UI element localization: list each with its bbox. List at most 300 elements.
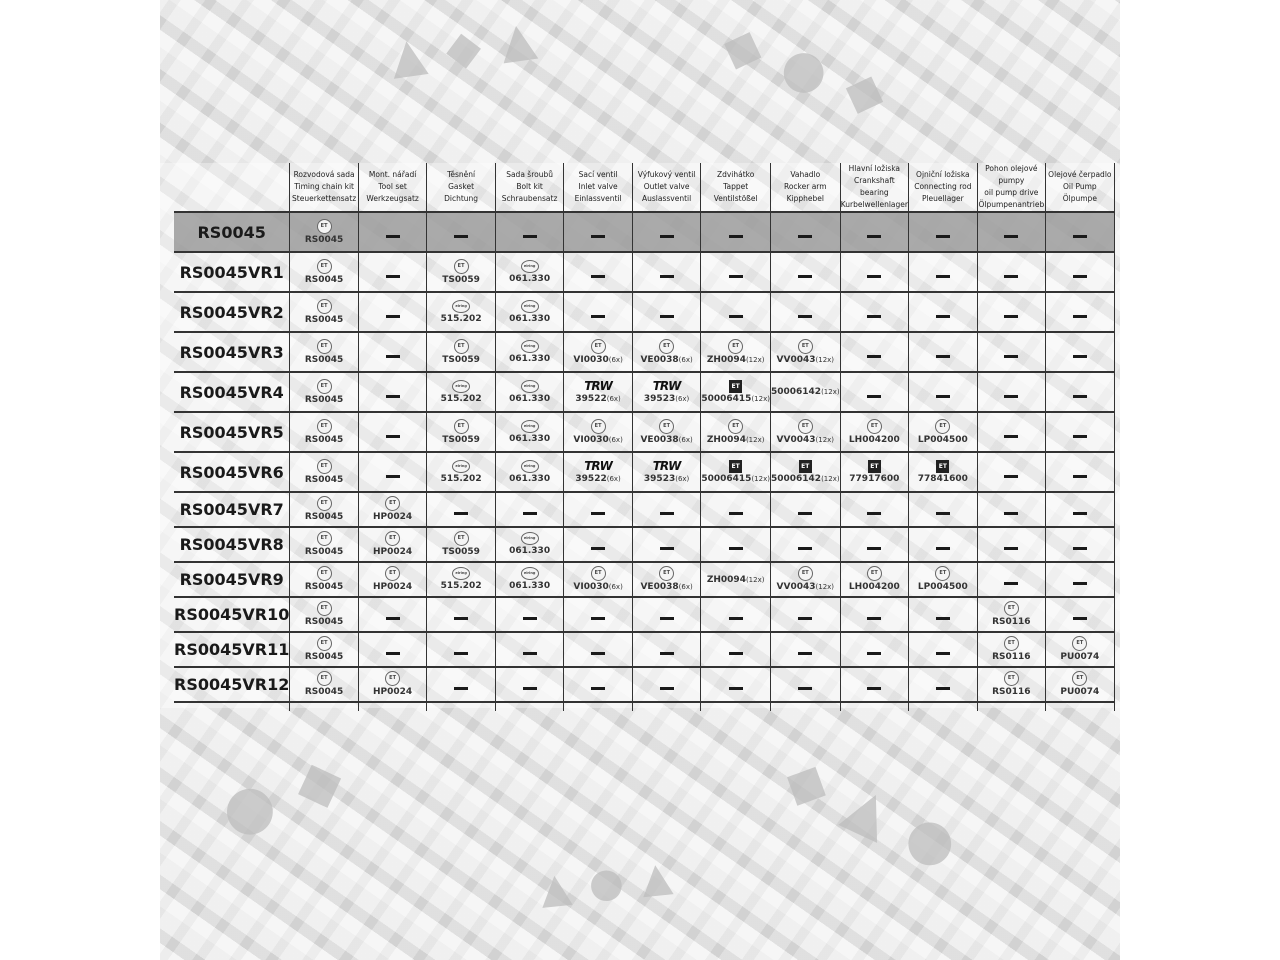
table-cell [909, 492, 978, 527]
part-code: HP0024 [373, 547, 413, 557]
part-entry [564, 460, 632, 485]
table-cell [1046, 452, 1115, 492]
empty-dash-icon [660, 617, 674, 620]
table-cell [909, 332, 978, 372]
part-entry [633, 566, 701, 593]
part-code: 515.202 [440, 473, 482, 484]
brand-logo-icon: elring [521, 300, 539, 313]
part-entry [290, 259, 358, 286]
table-cell [977, 597, 1046, 632]
part-quantity: (12x) [745, 575, 765, 584]
table-cell [840, 492, 909, 527]
row-label-cell [174, 252, 290, 292]
column-header-line: Sací ventil [578, 170, 618, 179]
empty-dash-icon [729, 687, 743, 690]
part-code: 50006415 [701, 473, 752, 484]
column-header [701, 163, 771, 212]
brand-logo-icon: ET [317, 259, 332, 274]
table-cell [977, 562, 1046, 597]
table-row [174, 252, 1114, 292]
part-entry [359, 566, 427, 593]
table-cell [358, 292, 427, 332]
kit-code: RS0045VR1 [179, 262, 284, 282]
table-cell [840, 332, 909, 372]
part-code: RS0045 [304, 617, 344, 627]
table-row [174, 632, 1114, 667]
part-code: 50006142 [770, 473, 822, 484]
empty-dash-icon [798, 275, 812, 278]
row-label-cell [174, 597, 290, 632]
row-label-cell [174, 372, 290, 412]
table-cell [564, 492, 633, 527]
part-number [918, 435, 968, 446]
table-cell [358, 597, 427, 632]
empty-dash-icon [1004, 435, 1018, 438]
part-entry [427, 531, 495, 558]
part-number [305, 512, 343, 523]
brand-logo-icon: elring [521, 340, 539, 353]
table-cell [1046, 527, 1115, 562]
row-label-cell [174, 412, 290, 452]
part-code: TS0059 [442, 434, 480, 445]
table-cell [909, 452, 978, 492]
table-cell [358, 212, 427, 252]
brand-logo-icon: ET [799, 460, 812, 473]
part-number [305, 617, 343, 628]
table-cell [840, 212, 909, 252]
part-number [509, 434, 550, 445]
brand-logo-icon: TRW [584, 458, 612, 473]
part-code: 515.202 [440, 581, 482, 591]
table-cell [909, 632, 978, 667]
table-cell [770, 332, 840, 372]
table-cell [564, 632, 633, 667]
part-entry [359, 531, 427, 558]
part-number [442, 275, 480, 286]
brand-logo-icon: ET [728, 419, 743, 434]
part-code: ZH0094 [706, 574, 746, 585]
empty-dash-icon [454, 652, 468, 655]
column-header [495, 163, 564, 212]
tail-cell [909, 702, 978, 711]
empty-dash-icon [1004, 275, 1018, 278]
part-code: HP0024 [373, 582, 413, 592]
table-cell [1046, 292, 1115, 332]
table-cell [840, 597, 909, 632]
column-header [632, 163, 701, 212]
empty-dash-icon [1004, 315, 1018, 318]
part-entry [427, 419, 495, 446]
table-cell [564, 412, 633, 452]
empty-dash-icon [591, 315, 605, 318]
part-code: ZH0094 [706, 434, 746, 445]
part-entry [633, 419, 701, 446]
column-header [564, 163, 633, 212]
table-cell [495, 292, 564, 332]
table-cell [770, 667, 840, 702]
background-sticker-art: ◆ ● ◆ [714, 12, 897, 128]
brand-logo-icon: ET [317, 636, 332, 651]
table-cell [358, 667, 427, 702]
table-cell [427, 632, 496, 667]
brand-logo-icon: elring [521, 380, 539, 393]
column-header-line: Hlavní ložiska [848, 164, 901, 173]
empty-dash-icon [523, 652, 537, 655]
empty-dash-icon [936, 652, 950, 655]
brand-logo-icon: ET [1004, 636, 1019, 651]
table-cell [564, 597, 633, 632]
row-label-cell [174, 292, 290, 332]
tail-cell [977, 702, 1046, 711]
brand-logo-icon: ET [317, 671, 332, 686]
empty-dash-icon [660, 512, 674, 515]
table-cell [495, 452, 564, 492]
part-code: 061.330 [509, 546, 551, 556]
table-cell [427, 562, 496, 597]
part-number [640, 582, 692, 593]
brand-logo-icon: ET [1072, 671, 1087, 686]
part-number [640, 355, 692, 366]
part-entry [909, 566, 977, 593]
part-entry [841, 566, 909, 593]
empty-dash-icon [936, 235, 950, 238]
part-entry [290, 339, 358, 366]
part-code: LP004500 [917, 582, 968, 592]
empty-dash-icon [1073, 315, 1087, 318]
part-quantity: (12x) [751, 394, 770, 403]
table-cell [358, 452, 427, 492]
part-code: VE0038 [640, 582, 679, 592]
part-entry [701, 339, 770, 366]
table-cell [977, 212, 1046, 252]
table-cell [427, 527, 496, 562]
empty-dash-icon [660, 315, 674, 318]
empty-dash-icon [591, 275, 605, 278]
part-code: TS0059 [442, 274, 480, 285]
table-cell [701, 452, 771, 492]
table-cell [564, 452, 633, 492]
part-code: 061.330 [509, 353, 551, 364]
part-number [509, 394, 550, 405]
table-cell [909, 562, 978, 597]
table-cell [290, 212, 359, 252]
empty-dash-icon [1004, 475, 1018, 478]
empty-dash-icon [1073, 275, 1087, 278]
brand-logo-icon: ET [867, 566, 882, 581]
table-cell [632, 212, 701, 252]
empty-dash-icon [660, 235, 674, 238]
part-quantity: (12x) [745, 435, 765, 444]
column-header-line: Sada šroubů [506, 170, 553, 179]
table-cell [701, 372, 771, 412]
column-header-line: Ölpumpenantrieb [978, 200, 1045, 209]
table-cell [632, 632, 701, 667]
part-entry [701, 380, 770, 405]
empty-dash-icon [523, 687, 537, 690]
part-code: RS0045 [304, 652, 344, 662]
brand-logo-icon: ET [317, 459, 332, 474]
empty-dash-icon [936, 512, 950, 515]
brand-logo-icon: ET [317, 496, 332, 511]
table-header-row [174, 163, 1114, 212]
table-cell [358, 252, 427, 292]
empty-dash-icon [729, 275, 743, 278]
table-cell [701, 412, 771, 452]
brand-logo-icon: ET [454, 259, 469, 274]
table-cell [632, 527, 701, 562]
empty-dash-icon [867, 275, 881, 278]
table-cell [495, 372, 564, 412]
empty-dash-icon [798, 235, 812, 238]
table-cell [770, 372, 840, 412]
table-cell [495, 412, 564, 452]
empty-dash-icon [729, 235, 743, 238]
table-cell [290, 332, 359, 372]
table-cell [770, 212, 840, 252]
part-code: VI0030 [573, 354, 609, 365]
empty-dash-icon [591, 512, 605, 515]
part-quantity: (6x) [608, 435, 623, 444]
part-entry [496, 340, 564, 365]
table-cell [564, 212, 633, 252]
column-header-line: Vahadlo [790, 170, 821, 179]
table-cell [909, 667, 978, 702]
part-code: RS0045 [304, 354, 344, 365]
empty-dash-icon [523, 235, 537, 238]
part-entry [909, 460, 977, 485]
part-code: TS0059 [442, 547, 480, 557]
brand-logo-icon: elring [452, 567, 470, 580]
part-entry [496, 532, 564, 557]
part-entry [978, 636, 1046, 663]
part-number [849, 582, 900, 593]
brand-logo-icon: ET [1004, 601, 1019, 616]
empty-dash-icon [386, 617, 400, 620]
part-entry [771, 566, 840, 593]
part-code: LP004500 [917, 434, 968, 445]
column-header [977, 163, 1046, 212]
part-number [441, 474, 482, 485]
column-header-line: Zdvihátko [716, 170, 755, 179]
part-entry [564, 419, 632, 446]
tail-cell [564, 702, 633, 711]
table-cell [427, 212, 496, 252]
row-label-cell [174, 332, 290, 372]
brand-logo-icon: ET [935, 566, 950, 581]
part-number [707, 575, 765, 586]
table-cell [495, 492, 564, 527]
part-entry [359, 671, 427, 698]
column-header-line: oil pump drive [984, 188, 1039, 197]
table-cell [840, 527, 909, 562]
table-cell [701, 562, 771, 597]
table-cell [358, 372, 427, 412]
column-header-line: Výfukový ventil [637, 170, 696, 179]
column-header-line: Inlet valve [578, 182, 618, 191]
part-code: RS0045 [304, 512, 344, 522]
table-cell [840, 632, 909, 667]
table-cell [632, 452, 701, 492]
table-cell [1046, 412, 1115, 452]
part-entry [909, 419, 977, 446]
table-cell [564, 667, 633, 702]
brand-logo-icon: TRW [652, 458, 681, 473]
empty-dash-icon [660, 652, 674, 655]
kit-code: RS0045VR11 [174, 640, 290, 659]
table-cell [495, 562, 564, 597]
table-row [174, 597, 1114, 632]
part-number [509, 581, 550, 592]
part-number [509, 274, 550, 285]
part-code: RS0045 [304, 314, 344, 325]
part-quantity: (12x) [751, 474, 770, 483]
empty-dash-icon [1004, 547, 1018, 550]
tail-cell [701, 702, 771, 711]
part-code: RS0045 [304, 474, 344, 485]
part-code: RS0045 [304, 274, 344, 285]
table-cell [564, 252, 633, 292]
table-cell [770, 492, 840, 527]
empty-dash-icon [454, 617, 468, 620]
part-quantity: (12x) [815, 355, 835, 364]
part-entry [564, 566, 632, 593]
part-entry [633, 339, 701, 366]
table-cell [427, 667, 496, 702]
brand-logo-icon: ET [317, 299, 332, 314]
table-cell [1046, 597, 1115, 632]
part-entry [290, 419, 358, 446]
part-number [644, 474, 689, 485]
brand-logo-icon: ET [728, 339, 743, 354]
table-cell [701, 292, 771, 332]
part-number [442, 355, 480, 366]
kit-code: RS0045VR2 [179, 302, 284, 322]
part-code: LH004200 [848, 434, 900, 445]
row-label-cell [174, 212, 290, 252]
table-cell [290, 252, 359, 292]
brand-logo-icon: elring [521, 420, 539, 433]
table-cell [632, 597, 701, 632]
brand-logo-icon: ET [385, 531, 400, 546]
part-number [707, 355, 765, 366]
table-cell [427, 412, 496, 452]
part-entry [427, 567, 495, 592]
table-cell [840, 562, 909, 597]
part-number [640, 435, 692, 446]
part-code: PU0074 [1060, 652, 1100, 662]
part-number [1060, 687, 1099, 698]
table-cell [358, 527, 427, 562]
table-cell [909, 252, 978, 292]
part-quantity: (12x) [821, 474, 840, 483]
empty-dash-icon [1073, 475, 1087, 478]
kit-code: RS0045VR6 [179, 462, 284, 482]
empty-dash-icon [1073, 547, 1087, 550]
part-entry [290, 601, 358, 628]
brand-logo-icon: ET [317, 566, 332, 581]
table-cell [977, 332, 1046, 372]
empty-dash-icon [729, 547, 743, 550]
part-code: 39522 [575, 473, 607, 484]
part-quantity: (6x) [675, 474, 690, 483]
part-quantity: (6x) [678, 583, 693, 591]
table-cell [358, 332, 427, 372]
part-entry [701, 419, 770, 446]
part-number [305, 547, 343, 558]
part-quantity: (6x) [608, 355, 623, 364]
empty-dash-icon [591, 652, 605, 655]
column-header-line: Rozvodová sada [293, 170, 355, 179]
brand-logo-icon: ET [867, 419, 882, 434]
brand-logo-icon: elring [521, 460, 539, 473]
part-number [1060, 652, 1099, 663]
empty-dash-icon [660, 687, 674, 690]
part-code: RS0045 [304, 582, 344, 592]
column-header-line: Auslassventil [641, 194, 692, 203]
brand-logo-icon: ET [1072, 636, 1087, 651]
column-header-line: Ölpumpe [1062, 194, 1097, 203]
brand-logo-icon: ET [1004, 671, 1019, 686]
tail-cell [495, 702, 564, 711]
empty-dash-icon [936, 355, 950, 358]
table-cell [1046, 562, 1115, 597]
table-cell [632, 492, 701, 527]
table-cell [840, 667, 909, 702]
part-entry [633, 460, 701, 485]
empty-dash-icon [591, 547, 605, 550]
table-cell [427, 292, 496, 332]
part-code: HP0024 [373, 687, 413, 697]
part-code: 39523 [643, 473, 676, 484]
part-number [644, 394, 689, 405]
part-code: RS0045 [304, 234, 344, 245]
part-number [305, 395, 343, 406]
table-cell [290, 527, 359, 562]
brand-logo-icon: TRW [584, 378, 612, 393]
part-quantity: (6x) [675, 394, 690, 403]
part-number [509, 354, 550, 365]
empty-dash-icon [729, 617, 743, 620]
brand-logo-icon: ET [317, 531, 332, 546]
part-number [777, 435, 835, 446]
brand-logo-icon: ET [936, 460, 949, 473]
kit-code: RS0045VR3 [179, 342, 284, 362]
brand-logo-icon: ET [591, 566, 606, 581]
tail-cell [840, 702, 909, 711]
part-code: VE0038 [640, 434, 679, 445]
empty-dash-icon [1004, 582, 1018, 585]
column-header-line: Rocker arm [783, 182, 827, 191]
brand-logo-icon: elring [452, 380, 470, 393]
empty-dash-icon [936, 617, 950, 620]
table-cell [1046, 632, 1115, 667]
brand-logo-icon: ET [454, 531, 469, 546]
part-number [373, 687, 412, 698]
part-number [373, 547, 412, 558]
table-cell [909, 597, 978, 632]
table-cell [977, 667, 1046, 702]
part-code: 39522 [575, 393, 607, 404]
brand-logo-icon: ET [659, 419, 674, 434]
table-cell [290, 632, 359, 667]
parts-table [174, 163, 1115, 711]
brand-logo-icon: ET [317, 219, 332, 234]
part-number [509, 546, 550, 557]
column-header [290, 163, 359, 212]
row-label-cell [174, 562, 290, 597]
table-cell [632, 372, 701, 412]
part-code: PU0074 [1060, 687, 1100, 697]
